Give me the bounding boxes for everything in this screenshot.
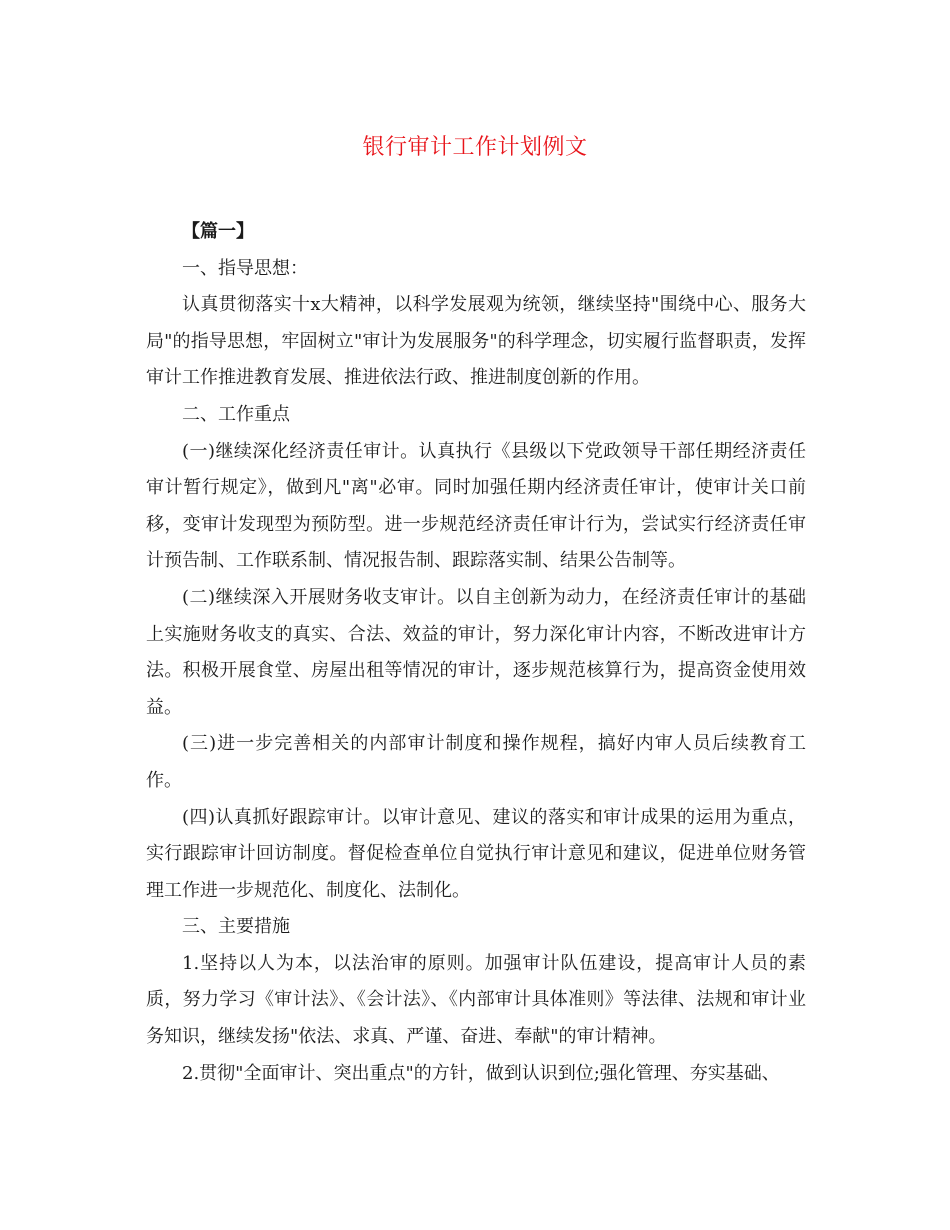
heading-guiding-ideology: 一、指导思想：: [182, 257, 308, 279]
paragraph-guiding-ideology: 认真贯彻落实十x大精神，以科学发展观为统领，继续坚持"围绕中心、服务大局"的指导思想，牢固树立"审计为发展服务"的科学理念，切实履行监督职责，发挥审计工作推进教育发展、推进依法行政、推进制度创新的作用。: [146, 294, 806, 389]
paragraph-focus-3: (三)进一步完善相关的内部审计制度和操作规程，搞好内审人员后续教育工作。: [146, 733, 806, 791]
document-title: 银行审计工作计划例文: [362, 135, 588, 160]
paragraph-measure-2: 2.贯彻"全面审计、突出重点"的方针，做到认识到位;强化管理、夯实基础、: [182, 1062, 780, 1084]
heading-work-focus: 二、工作重点: [182, 403, 290, 425]
paragraph-measure-1: 1.坚持以人为本，以法治审的原则。加强审计队伍建设，提高审计人员的素质，努力学习《审计法》、《会计法》、《内部审计具体准则》等法律、法规和审计业务知识，继续发扬"依法、求真、严谨、奋进、奉献"的审计精神。: [146, 952, 806, 1048]
section-label: 【篇一】: [182, 221, 254, 242]
heading-main-measures: 三、主要措施: [182, 916, 290, 938]
paragraph-focus-1: (一)继续深化经济责任审计。认真执行《县级以下党政领导干部任期经济责任审计暂行规定》，做到凡"离"必审。同时加强任期内经济责任审计，使审计关口前移，变审计发现型为预防型。进一步规范经济责任审计行为，尝试实行经济责任审计预告制、工作联系制、情况报告制、跟踪落实制、结果公告制等。: [146, 440, 806, 572]
paragraph-focus-2: (二)继续深入开展财务收支审计。以自主创新为动力，在经济责任审计的基础上实施财务收支的真实、合法、效益的审计，努力深化审计内容，不断改进审计方法。积极开展食堂、房屋出租等情况的审计，逐步规范核算行为，提高资金使用效益。: [146, 586, 806, 718]
document-body: [146, 214, 806, 1092]
paragraph-focus-4: (四)认真抓好跟踪审计。以审计意见、建议的落实和审计成果的运用为重点，实行跟踪审计回访制度。督促检查单位自觉执行审计意见和建议，促进单位财务管理工作进一步规范化、制度化、法制化。: [146, 806, 806, 901]
